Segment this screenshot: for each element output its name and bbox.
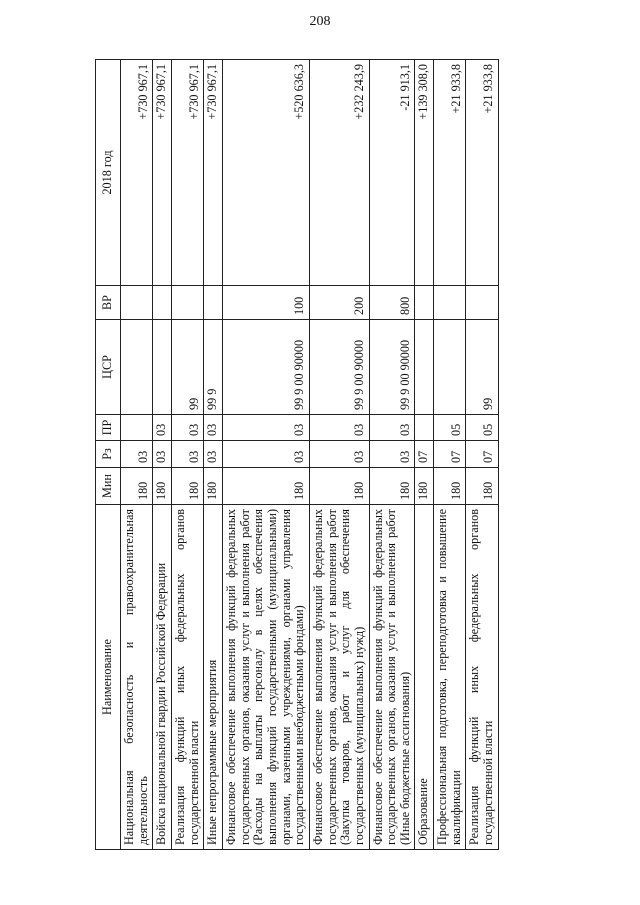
row-pr: 03 <box>204 415 223 441</box>
table-row <box>415 60 434 850</box>
row-min: 180 <box>434 468 466 505</box>
row-min: 180 <box>171 468 203 505</box>
row-rz: 07 <box>415 441 434 468</box>
row-name: Реализация функций иных федеральных органов государственной власти <box>466 505 498 850</box>
row-value: +730 967,1 <box>121 60 153 286</box>
row-name: Иные непрограммные мероприятия <box>204 505 223 850</box>
header-csr: ЦСР <box>96 320 121 415</box>
header-rz: Рз <box>96 441 121 468</box>
row-min: 180 <box>153 468 172 505</box>
row-rz: 07 <box>434 441 466 468</box>
row-rz: 03 <box>121 441 153 468</box>
row-vr <box>204 286 223 320</box>
row-min: 180 <box>222 468 309 505</box>
table-row <box>204 60 223 850</box>
row-value: +730 967,1 <box>171 60 203 286</box>
row-pr: 05 <box>466 415 498 441</box>
row-vr <box>153 286 172 320</box>
row-name: Войска национальной гвардии Российской Федерации <box>153 505 172 850</box>
row-vr: 200 <box>309 286 369 320</box>
row-min: 180 <box>121 468 153 505</box>
row-pr <box>121 415 153 441</box>
row-csr <box>153 320 172 415</box>
row-csr: 99 9 <box>204 320 223 415</box>
row-name: Финансовое обеспечение выполнения функций федеральных государственных органов, оказания услуг и выполнения работ (Иные бюджетные ассигнования) <box>369 505 415 850</box>
row-vr: 800 <box>369 286 415 320</box>
row-vr <box>415 286 434 320</box>
row-name: Финансовое обеспечение выполнения функций федеральных государственных органов, оказания услуг и выполнения работ (Расходы на выплаты персоналу в целях обеспечения выполнения функций государственными (муниципальными) органами, казенными учреждениями, органами управления государственными внебюджетными фондами) <box>222 505 309 850</box>
table-row <box>222 60 309 850</box>
row-name: Профессиональная подготовка, переподготовка и повышение квалификации <box>434 505 466 850</box>
table-header-row <box>96 60 121 850</box>
row-rz: 03 <box>369 441 415 468</box>
row-rz: 03 <box>204 441 223 468</box>
row-vr <box>434 286 466 320</box>
header-min: Мин <box>96 468 121 505</box>
row-vr <box>171 286 203 320</box>
header-vr: ВР <box>96 286 121 320</box>
row-min: 180 <box>204 468 223 505</box>
row-vr <box>121 286 153 320</box>
row-name: Реализация функций иных федеральных органов государственной власти <box>171 505 203 850</box>
row-value: +139 308,0 <box>415 60 434 286</box>
row-value: +232 243,9 <box>309 60 369 286</box>
row-pr: 03 <box>309 415 369 441</box>
row-csr: 99 9 00 90000 <box>369 320 415 415</box>
row-csr: 99 9 00 90000 <box>309 320 369 415</box>
row-name: Образование <box>415 505 434 850</box>
row-csr: 99 9 00 90000 <box>222 320 309 415</box>
table-row <box>309 60 369 850</box>
header-year: 2018 год <box>96 60 121 286</box>
header-name: Наименование <box>96 505 121 850</box>
table-row <box>369 60 415 850</box>
row-vr <box>466 286 498 320</box>
row-rz: 07 <box>466 441 498 468</box>
row-min: 180 <box>369 468 415 505</box>
row-rz: 03 <box>153 441 172 468</box>
row-pr: 03 <box>153 415 172 441</box>
table-row <box>153 60 172 850</box>
budget-table <box>95 59 499 850</box>
table-row <box>434 60 466 850</box>
row-name: Национальная безопасность и правоохранительная деятельность <box>121 505 153 850</box>
row-pr: 03 <box>369 415 415 441</box>
row-rz: 03 <box>222 441 309 468</box>
page-number: 208 <box>309 14 331 29</box>
row-csr <box>434 320 466 415</box>
row-value: +730 967,1 <box>153 60 172 286</box>
row-csr <box>121 320 153 415</box>
header-pr: ПР <box>96 415 121 441</box>
row-csr <box>415 320 434 415</box>
row-value: +730 967,1 <box>204 60 223 286</box>
row-csr: 99 <box>171 320 203 415</box>
row-pr: 05 <box>434 415 466 441</box>
row-min: 180 <box>415 468 434 505</box>
row-min: 180 <box>466 468 498 505</box>
row-pr <box>415 415 434 441</box>
row-value: -21 913,1 <box>369 60 415 286</box>
table-row <box>121 60 153 850</box>
row-min: 180 <box>309 468 369 505</box>
row-value: +21 933,8 <box>466 60 498 286</box>
row-vr: 100 <box>222 286 309 320</box>
row-rz: 03 <box>171 441 203 468</box>
row-name: Финансовое обеспечение выполнения функций федеральных государственных органов, оказания услуг и выполнения работ (Закупка товаров, работ и услуг для обеспечения государственных (муниципальных) нужд) <box>309 505 369 850</box>
row-value: +520 636,3 <box>222 60 309 286</box>
table-row <box>466 60 498 850</box>
row-value: +21 933,8 <box>434 60 466 286</box>
row-pr: 03 <box>171 415 203 441</box>
table-row <box>171 60 203 850</box>
row-rz: 03 <box>309 441 369 468</box>
rotated-table-container <box>95 60 595 850</box>
row-csr: 99 <box>466 320 498 415</box>
row-pr: 03 <box>222 415 309 441</box>
